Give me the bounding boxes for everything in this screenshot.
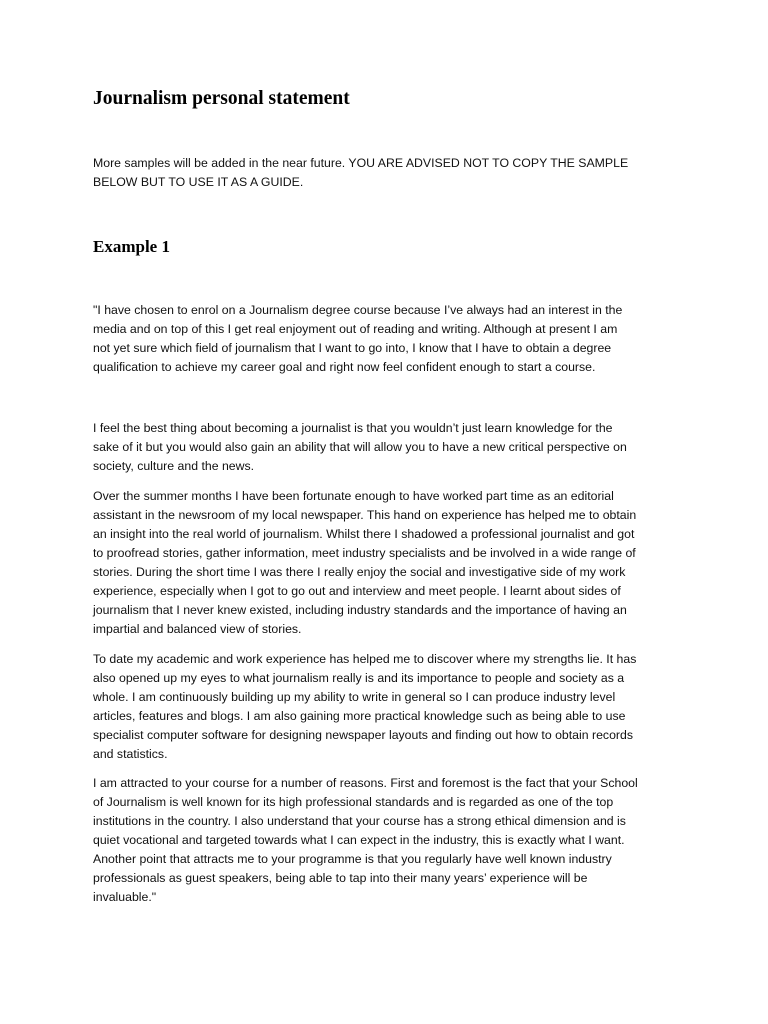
paragraph-line: media and on top of this I get real enjoyment out of reading and writing. Although at present I am (93, 322, 618, 336)
paragraph-line: journalism that I never knew existed, including industry standards and the importance of having an (93, 603, 627, 617)
paragraph-line: experience, especially when I got to go out and interview and meet people. I learnt about sides of (93, 584, 621, 598)
notice-line: More samples will be added in the near future. YOU ARE ADVISED NOT TO COPY THE SAMPLE (93, 156, 629, 170)
paragraph-line: Over the summer months I have been fortunate enough to have worked part time as an editorial (93, 489, 614, 503)
statement-paragraph-4 (93, 650, 683, 764)
example-heading: Example 1 (93, 237, 170, 256)
paragraph-line: sake of it but you would also gain an ability that will allow you to have a new critical perspective on (93, 440, 627, 454)
paragraph-line: I am attracted to your course for a number of reasons. First and foremost is the fact that your School (93, 776, 638, 790)
notice-line: BELOW BUT TO USE IT AS A GUIDE. (93, 175, 304, 189)
paragraph-line: not yet sure which field of journalism that I want to go into, I know that I have to obtain a degree (93, 341, 612, 355)
notice-paragraph (93, 154, 683, 192)
statement-paragraph-1 (93, 301, 683, 377)
paragraph-line: articles, features and blogs. I am also gaining more practical knowledge such as being able to use (93, 709, 626, 723)
paragraph-line: stories. During the short time I was there I really enjoy the social and investigative side of my work (93, 565, 626, 579)
statement-paragraph-2 (93, 419, 683, 476)
paragraph-line: specialist computer software for designing newspaper layouts and finding out how to obtain records (93, 728, 634, 742)
paragraph-line: qualification to achieve my career goal and right now feel confident enough to start a course. (93, 360, 596, 374)
paragraph-line: of Journalism is well known for its high professional standards and is regarded as one of the top (93, 795, 614, 809)
paragraph-line: "I have chosen to enrol on a Journalism degree course because I’ve always had an interest in the (93, 303, 623, 317)
paragraph-line: an insight into the real world of journalism. Whilst there I shadowed a professional journalist and got (93, 527, 635, 541)
paragraph-line: and statistics. (93, 747, 168, 761)
paragraph-line: to proofread stories, gather information, meet industry specialists and be involved in a wide range of (93, 546, 636, 560)
paragraph-line: whole. I am continuously building up my ability to write in general so I can produce industry level (93, 690, 616, 704)
paragraph-line: impartial and balanced view of stories. (93, 622, 302, 636)
statement-paragraph-3 (93, 487, 683, 639)
paragraph-line: quiet vocational and targeted towards what I can expect in the industry, this is exactly what I want. (93, 833, 625, 847)
paragraph-line: institutions in the country. I also understand that your course has a strong ethical dimension and is (93, 814, 626, 828)
paragraph-line: I feel the best thing about becoming a journalist is that you wouldn’t just learn knowledge for the (93, 421, 613, 435)
paragraph-line: professionals as guest speakers, being able to tap into their many years’ experience will be (93, 871, 588, 885)
paragraph-line: invaluable." (93, 890, 157, 904)
paragraph-line: also opened up my eyes to what journalism really is and its importance to people and society as a (93, 671, 625, 685)
page-title: Journalism personal statement (93, 88, 350, 109)
statement-paragraph-5 (93, 774, 683, 907)
paragraph-line: society, culture and the news. (93, 459, 255, 473)
paragraph-line: To date my academic and work experience has helped me to discover where my strengths lie. It has (93, 652, 637, 666)
paragraph-line: assistant in the newsroom of my local newspaper. This hand on experience has helped me to obtain (93, 508, 637, 522)
paragraph-line: Another point that attracts me to your programme is that you regularly have well known industry (93, 852, 612, 866)
